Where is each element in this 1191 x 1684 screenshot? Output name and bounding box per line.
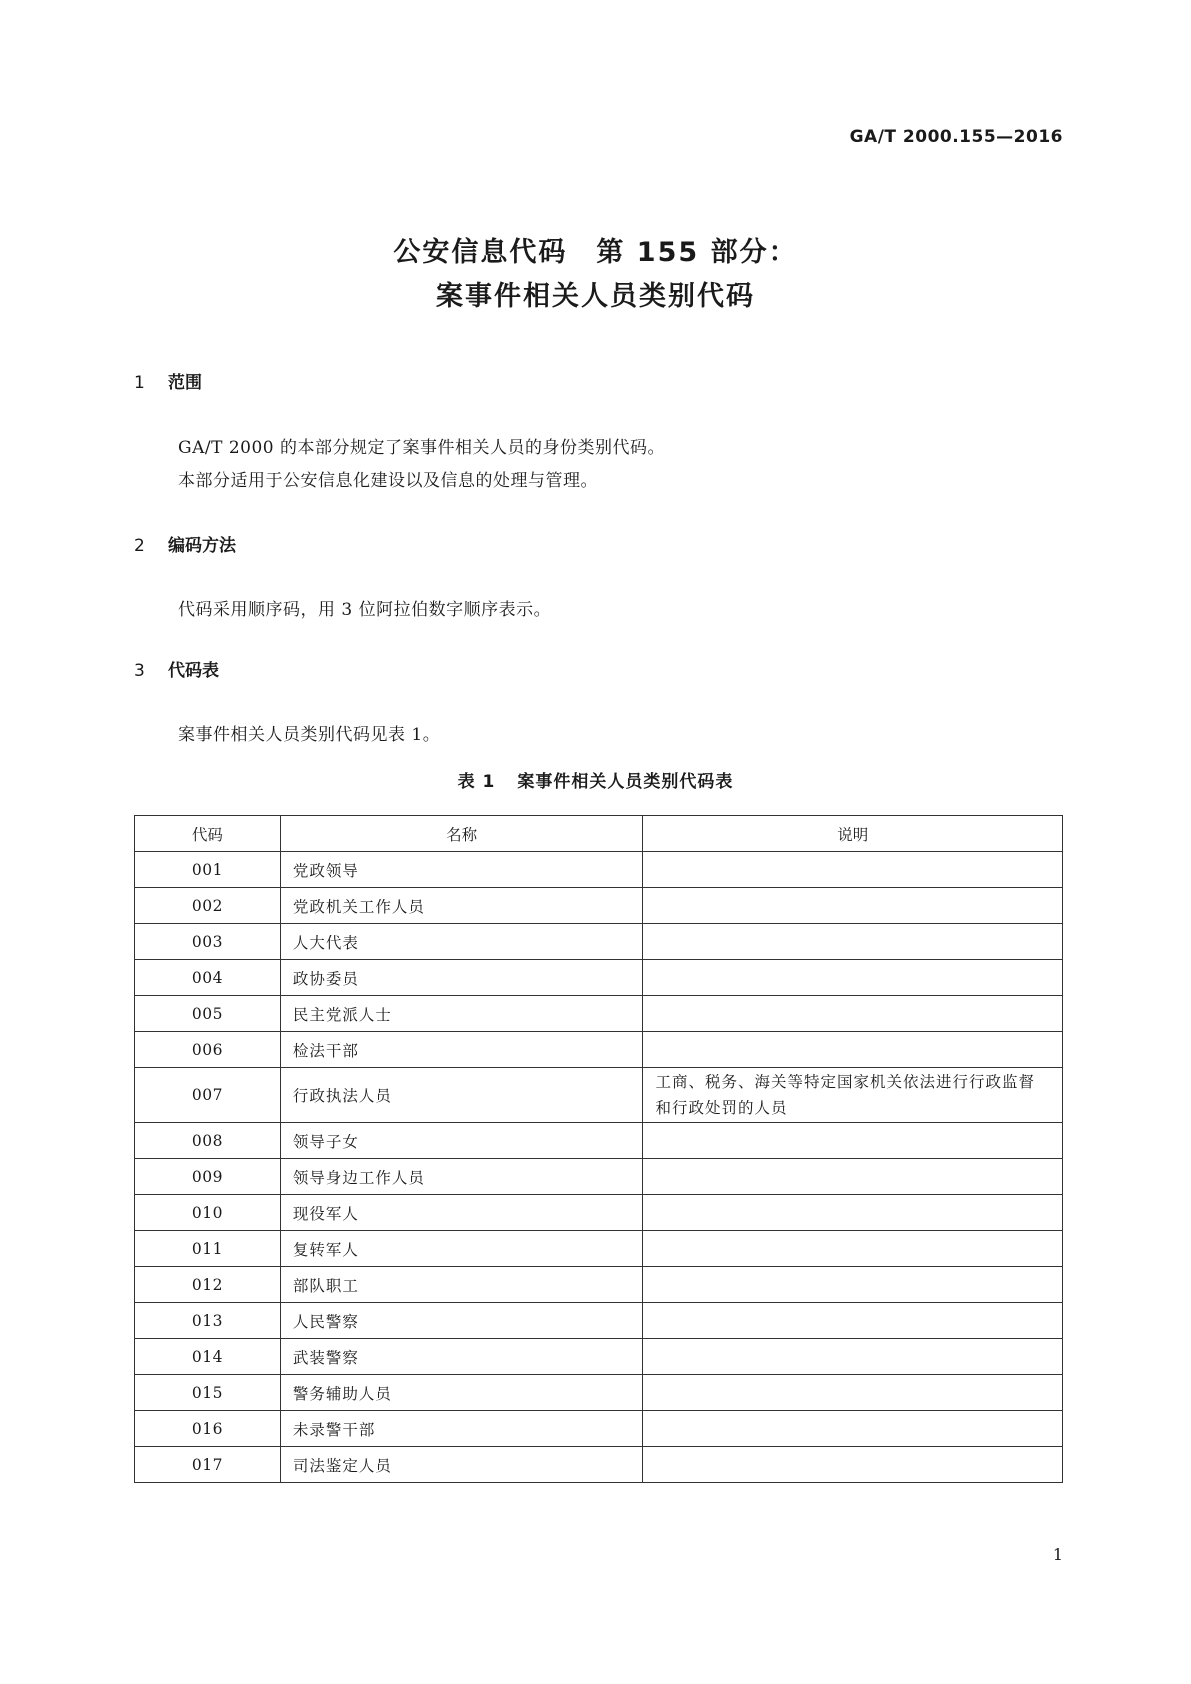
table-row: [135, 1231, 1063, 1267]
row-description: [643, 888, 1063, 924]
header-name: 名称: [280, 816, 643, 852]
table-caption-title: 案事件相关人员类别代码表: [517, 772, 734, 792]
row-name: 党政机关工作人员: [280, 888, 643, 924]
standard-number: GA/T 2000.155—2016: [849, 127, 1063, 147]
code-table: [134, 815, 1063, 1483]
table-row: [135, 1032, 1063, 1068]
row-name: 政协委员: [280, 960, 643, 996]
row-name: 部队职工: [280, 1267, 643, 1303]
row-description: [643, 1123, 1063, 1159]
section-title: 代码表: [168, 661, 219, 681]
row-description: [643, 996, 1063, 1032]
section-number: 1: [134, 373, 145, 393]
row-code: 017: [135, 1447, 281, 1483]
row-code: 014: [135, 1339, 281, 1375]
row-name: 民主党派人士: [280, 996, 643, 1032]
row-description: [643, 1447, 1063, 1483]
row-code: 007: [135, 1068, 281, 1123]
row-name: 警务辅助人员: [280, 1375, 643, 1411]
row-description: [643, 960, 1063, 996]
row-name: 现役军人: [280, 1195, 643, 1231]
row-description: [643, 1339, 1063, 1375]
table-row: [135, 1195, 1063, 1231]
table-row: [135, 1339, 1063, 1375]
document-title-line-1: 公安信息代码 第 155 部分：: [393, 237, 798, 268]
row-description: [643, 852, 1063, 888]
row-name: 领导子女: [280, 1123, 643, 1159]
row-name: 武装警察: [280, 1339, 643, 1375]
row-description: [643, 1195, 1063, 1231]
row-code: 013: [135, 1303, 281, 1339]
table-row: [135, 996, 1063, 1032]
row-code: 005: [135, 996, 281, 1032]
row-code: 002: [135, 888, 281, 924]
row-code: 009: [135, 1159, 281, 1195]
row-name: 党政领导: [280, 852, 643, 888]
row-code: 006: [135, 1032, 281, 1068]
row-code: 016: [135, 1411, 281, 1447]
row-name: 领导身边工作人员: [280, 1159, 643, 1195]
row-name: 复转军人: [280, 1231, 643, 1267]
section-heading-scope: [134, 368, 202, 393]
row-name: 检法干部: [280, 1032, 643, 1068]
row-description: [643, 1411, 1063, 1447]
row-description: [643, 1375, 1063, 1411]
row-name: 未录警干部: [280, 1411, 643, 1447]
header-code: 代码: [135, 816, 281, 852]
table-caption: [0, 767, 1191, 792]
table-row: [135, 1447, 1063, 1483]
table-row: [135, 924, 1063, 960]
section-heading-code-table: [134, 656, 219, 681]
row-name: 人大代表: [280, 924, 643, 960]
row-description: [643, 1032, 1063, 1068]
section-heading-encoding: [134, 531, 236, 556]
paragraph: 案事件相关人员类别代码见表 1。: [178, 725, 441, 745]
row-description: [643, 924, 1063, 960]
row-code: 011: [135, 1231, 281, 1267]
row-code: 010: [135, 1195, 281, 1231]
page-number: 1: [1052, 1545, 1063, 1564]
document-title-line-2: 案事件相关人员类别代码: [436, 281, 755, 312]
row-code: 001: [135, 852, 281, 888]
table-row: [135, 1267, 1063, 1303]
row-code: 008: [135, 1123, 281, 1159]
paragraph: GA/T 2000 的本部分规定了案事件相关人员的身份类别代码。: [178, 438, 665, 458]
row-name: 司法鉴定人员: [280, 1447, 643, 1483]
row-description: [643, 1303, 1063, 1339]
row-code: 003: [135, 924, 281, 960]
row-code: 004: [135, 960, 281, 996]
row-description: [643, 1159, 1063, 1195]
section-number: 2: [134, 536, 145, 556]
table-row: [135, 1159, 1063, 1195]
table-row: [135, 1303, 1063, 1339]
row-name: 行政执法人员: [280, 1068, 643, 1123]
section-title: 范围: [168, 373, 202, 393]
table-row: [135, 1375, 1063, 1411]
row-code: 012: [135, 1267, 281, 1303]
row-code: 015: [135, 1375, 281, 1411]
row-description: 工商、税务、海关等特定国家机关依法进行行政监督和行政处罚的人员: [643, 1068, 1063, 1123]
section-title: 编码方法: [168, 536, 236, 556]
table-row: [135, 852, 1063, 888]
header-description: 说明: [643, 816, 1063, 852]
row-description: [643, 1267, 1063, 1303]
table-row: [135, 1411, 1063, 1447]
table-row: [135, 888, 1063, 924]
paragraph: 本部分适用于公安信息化建设以及信息的处理与管理。: [178, 471, 598, 491]
table-row: [135, 1068, 1063, 1123]
row-name: 人民警察: [280, 1303, 643, 1339]
row-description: [643, 1231, 1063, 1267]
table-header-row: [135, 816, 1063, 852]
table-row: [135, 1123, 1063, 1159]
section-number: 3: [134, 661, 145, 681]
table-body: [135, 852, 1063, 1483]
table-row: [135, 960, 1063, 996]
table-caption-label: 表 1: [457, 772, 496, 792]
paragraph: 代码采用顺序码，用 3 位阿拉伯数字顺序表示。: [178, 600, 552, 620]
